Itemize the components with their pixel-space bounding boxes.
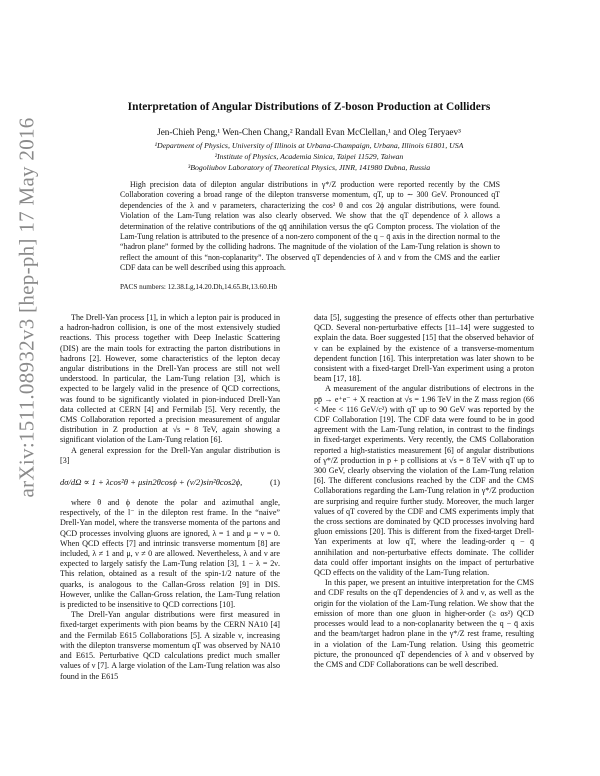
- body-paragraph: A general expression for the Drell-Yan angular distribution is [3]: [60, 445, 280, 465]
- equation-number: (1): [269, 476, 280, 487]
- body-paragraph: data [5], suggesting the presence of effects other than perturbative QCD. Several non-perturbative effects [11–14] were suggested to explain the data. Boer suggested [15] that the observed behavior of ν can be explained by the existence of a transverse-momentum dependent function [16]. This interpretation was later shown to be consistent with a fixed-target Drell-Yan experiment using a proton beam [17, 18].: [314, 313, 534, 384]
- equation-body: dσ/dΩ ∝ 1 + λcos²θ + μsin2θcosϕ + (ν/2)sin²θcos2ϕ,: [60, 476, 243, 487]
- author-list: Jen-Chieh Peng,¹ Wen-Chen Chang,² Randall Evan McClellan,¹ and Oleg Teryaev³: [157, 127, 461, 137]
- body-paragraph: where θ and ϕ denote the polar and azimuthal angle, respectively, of the l⁻ in the dilepton rest frame. In the “naive” Drell-Yan model, where the transverse momenta of the partons and QCD processes involving gluons are ignored, λ = 1 and μ = ν = 0. When QCD effects [7] and intrinsic transverse momentum [8] are included, λ ≠ 1 and μ, ν ≠ 0 are allowed. Nevertheless, λ and ν are expected to largely satisfy the Lam-Tung relation [3], 1 − λ = 2ν. This relation, obtained as a result of the spin-1/2 nature of the quarks, is analogous to the Callan-Gross relation [9] in DIS. However, unlike the Callan-Gross relation, the Lam-Tung relation is predicted to be insensitive to QCD corrections [10].: [60, 498, 280, 610]
- equation-1: [60, 467, 280, 497]
- body-paragraph: In this paper, we present an intuitive interpretation for the CMS and CDF results on the qT dependencies of λ and ν, as well as the origin for the violation of the Lam-Tung relation. We show that the emission of more than one gluon in higher-order (≥ αs²) QCD processes would lead to a non-coplanarity between the q − q̄ axis and the beam/target hadron plane in the γ*/Z rest frame, resulting in a violation of the Lam-Tung relation. Using this geometric picture, the pronounced qT dependencies of λ and ν observed by the CMS and CDF Collaborations can be well described.: [314, 578, 534, 669]
- abstract: High precision data of dilepton angular distributions in γ*/Z production were reported recently by the CMS Collaboration covering a broad range of the dilepton transverse momentum, qT, up to ∼ 300 GeV. Pronounced qT dependencies of the λ and ν parameters, characterizing the cos² θ and cos 2ϕ angular distributions, were found. Violation of the Lam-Tung relation was also clearly observed. We show that the qT dependence of λ allows a determination of the relative contributions of the qq̄ annihilation versus the qG Compton process. The violation of the Lam-Tung relation is attributed to the presence of a non-zero component of the q − q̄ axis in the direction normal to the “hadron plane” formed by the colliding hadrons. The magnitude of the violation of the Lam-Tung relation is shown to reflect the amount of this “non-coplanarity”. The observed qT dependencies of λ and ν from the CMS and the earlier CDF data can be well described using this approach.: [120, 180, 500, 273]
- affiliation-1: ¹Department of Physics, University of Illinois at Urbana-Champaign, Urbana, Illinois 61801, USA: [154, 141, 464, 150]
- affiliation-3: ³Bogoliubov Laboratory of Theoretical Physics, JINR, 141980 Dubna, Russia: [187, 163, 431, 172]
- body-paragraph: A measurement of the angular distributions of electrons in the pp̄ → e⁺e⁻ + X reaction at √s = 1.96 TeV in the Z mass region (66 < Mee < 116 GeV/c²) with qT up to 90 GeV was reported by the CDF Collaboration [19]. The CDF data were found to be in good agreement with the Lam-Tung relation, in contrast to the findings in fixed-target experiments. Very recently, the CMS Collaboration reported a high-statistics measurement [6] of angular distributions of γ*/Z production in p + p collisions at √s = 8 TeV with qT up to 300 GeV, clearly observing the violation of the Lam-Tung relation [6]. The different conclusions reached by the CDF and the CMS Collaborations regarding the Lam-Tung relation in γ*/Z production are surprising and require further study. Moreover, the much larger values of qT covered by the CDF and CMS experiments imply that the cross sections are dominated by QCD processes involving hard gluon emissions [20]. This is different from the fixed-target Drell-Yan experiments at low qT, where the leading-order q − q̄ annihilation and non-perturbative effects dominate. The collider data could offer important insights on the impact of perturbative QCD effects on the validity of the Lam-Tung relation.: [314, 384, 534, 578]
- body-paragraph: The Drell-Yan process [1], in which a lepton pair is produced in a hadron-hadron collision, is one of the most extensively studied reactions. This process together with Deep Inelastic Scattering (DIS) are the main tools for extracting the parton distributions in hadrons [2]. However, some characteristics of the lepton decay angular distributions in the Drell-Yan process are still not well understood. In particular, the Lam-Tung relation [3], which is expected to be largely valid in the presence of QCD corrections, was found to be significantly violated in pion-induced Drell-Yan data collected at CERN [4] and Fermilab [5]. Very recently, the CMS Collaboration reported a precision measurement of angular distribution in Z production at √s = 8 TeV, again showing a significant violation of the Lam-Tung relation [6].: [60, 313, 280, 445]
- right-column: [314, 313, 534, 670]
- left-column: [60, 313, 280, 682]
- pacs-numbers: PACS numbers: 12.38.Lg,14.20.Dh,14.65.Bt,13.60.Hb: [120, 283, 278, 291]
- body-paragraph: The Drell-Yan angular distributions were first measured in fixed-target experiments with pion beams by the CERN NA10 [4] and the Fermilab E615 Collaborations [5]. A sizable ν, increasing with the dilepton transverse momentum qT was observed by NA10 and E615. Perturbative QCD calculations predict much smaller values of ν [7]. A large violation of the Lam-Tung relation was also found in the E615: [60, 610, 280, 681]
- paper-title: Interpretation of Angular Distributions of Z-boson Production at Colliders: [127, 101, 491, 113]
- arxiv-identifier: arXiv:1511.08932v3 [hep-ph] 17 May 2016: [14, 117, 39, 498]
- affiliation-2: ²Institute of Physics, Academia Sinica, Taipei 11529, Taiwan: [214, 152, 404, 161]
